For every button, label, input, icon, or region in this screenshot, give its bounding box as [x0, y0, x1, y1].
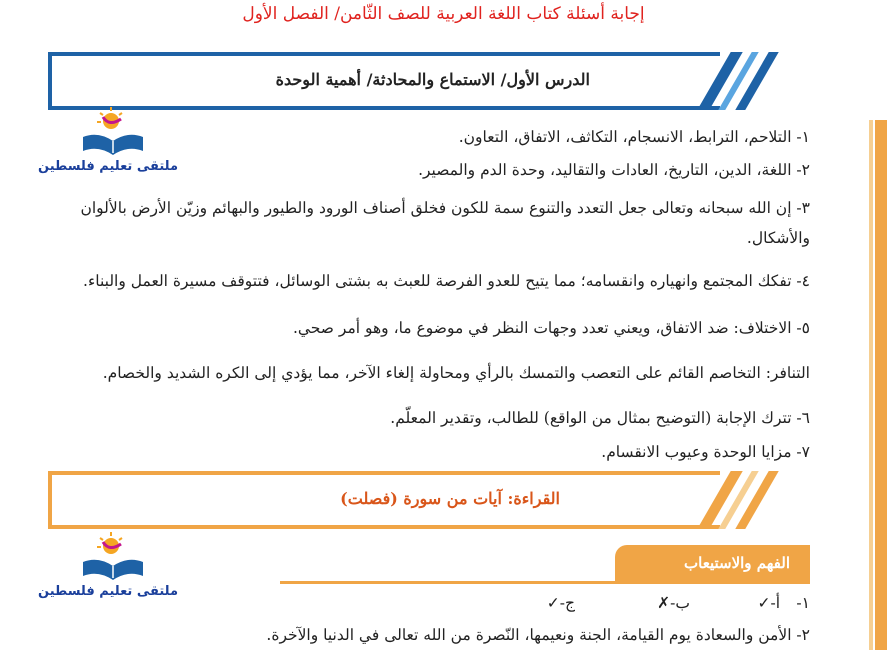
logo-text: ملتقى تعليم فلسطين — [38, 159, 178, 174]
logo-text: ملتقى تعليم فلسطين — [38, 584, 178, 599]
site-logo — [38, 528, 178, 599]
answer-7: ٧- مزايا الوحدة وعيوب الانقسام. — [601, 443, 810, 461]
comprehension-tab: الفهم والاستيعاب — [615, 545, 810, 581]
q1-answer-a: أ-✓ — [757, 594, 780, 612]
answer-4: ٤- تفكك المجتمع وانهياره وانقسامه؛ مما يتيح للعدو الفرصة للعبث به بشتى الوسائل، فتتوقف مسيرة العمل والبناء. — [83, 272, 810, 290]
tab-underline — [280, 581, 810, 584]
answer-1: ١- التلاحم، الترابط، الانسجام، التكاثف، الاتفاق، التعاون. — [458, 128, 810, 146]
document-title: إجابة أسئلة كتاب اللغة العربية للصف الثّامن/ الفصل الأول — [242, 4, 645, 24]
reading-title: القراءة: آيات من سورة (فصلت) — [340, 489, 560, 508]
answer-6: ٦- تترك الإجابة (التوضيح بمثال من الواقع) للطالب، وتقدير المعلّم. — [390, 409, 810, 427]
book-sun-icon — [73, 103, 153, 155]
answer-5: ٥- الاختلاف: ضد الاتفاق، ويعني تعدد وجهات النظر في موضوع ما، وهو أمر صحي. — [292, 319, 810, 337]
q2-answer: ٢- الأمن والسعادة يوم القيامة، الجنة ونعيمها، النّصرة من الله تعالى في الدنيا والآخرة. — [266, 626, 810, 644]
book-sun-icon — [73, 528, 153, 580]
answer-5-continued: التنافر: التخاصم القائم على التعصب والتمسك بالرأي ومحاولة إلغاء الآخر، مما يؤدي إلى الكره الشديد والخصام. — [102, 364, 810, 382]
page-side-strip — [875, 120, 887, 650]
site-logo — [38, 103, 178, 174]
answer-2: ٢- اللغة، الدين، التاريخ، العادات والتقاليد، وحدة الدم والمصير. — [418, 161, 810, 179]
q1-number: ١- — [796, 594, 810, 612]
q1-answer-c: ج-✓ — [546, 594, 575, 612]
lesson-title: الدرس الأول/ الاستماع والمحادثة/ أهمية الوحدة — [275, 70, 590, 89]
reading-banner — [48, 471, 720, 529]
answer-3: ٣- إن الله سبحانه وتعالى جعل التعدد والتنوع سمة للكون فخلق أصناف الورود والطيور والبهائم وزيّن الأرض بالألوان والأشكال. — [80, 199, 810, 247]
q1-answer-b: ب-✗ — [657, 594, 690, 612]
lesson-banner — [48, 52, 720, 110]
